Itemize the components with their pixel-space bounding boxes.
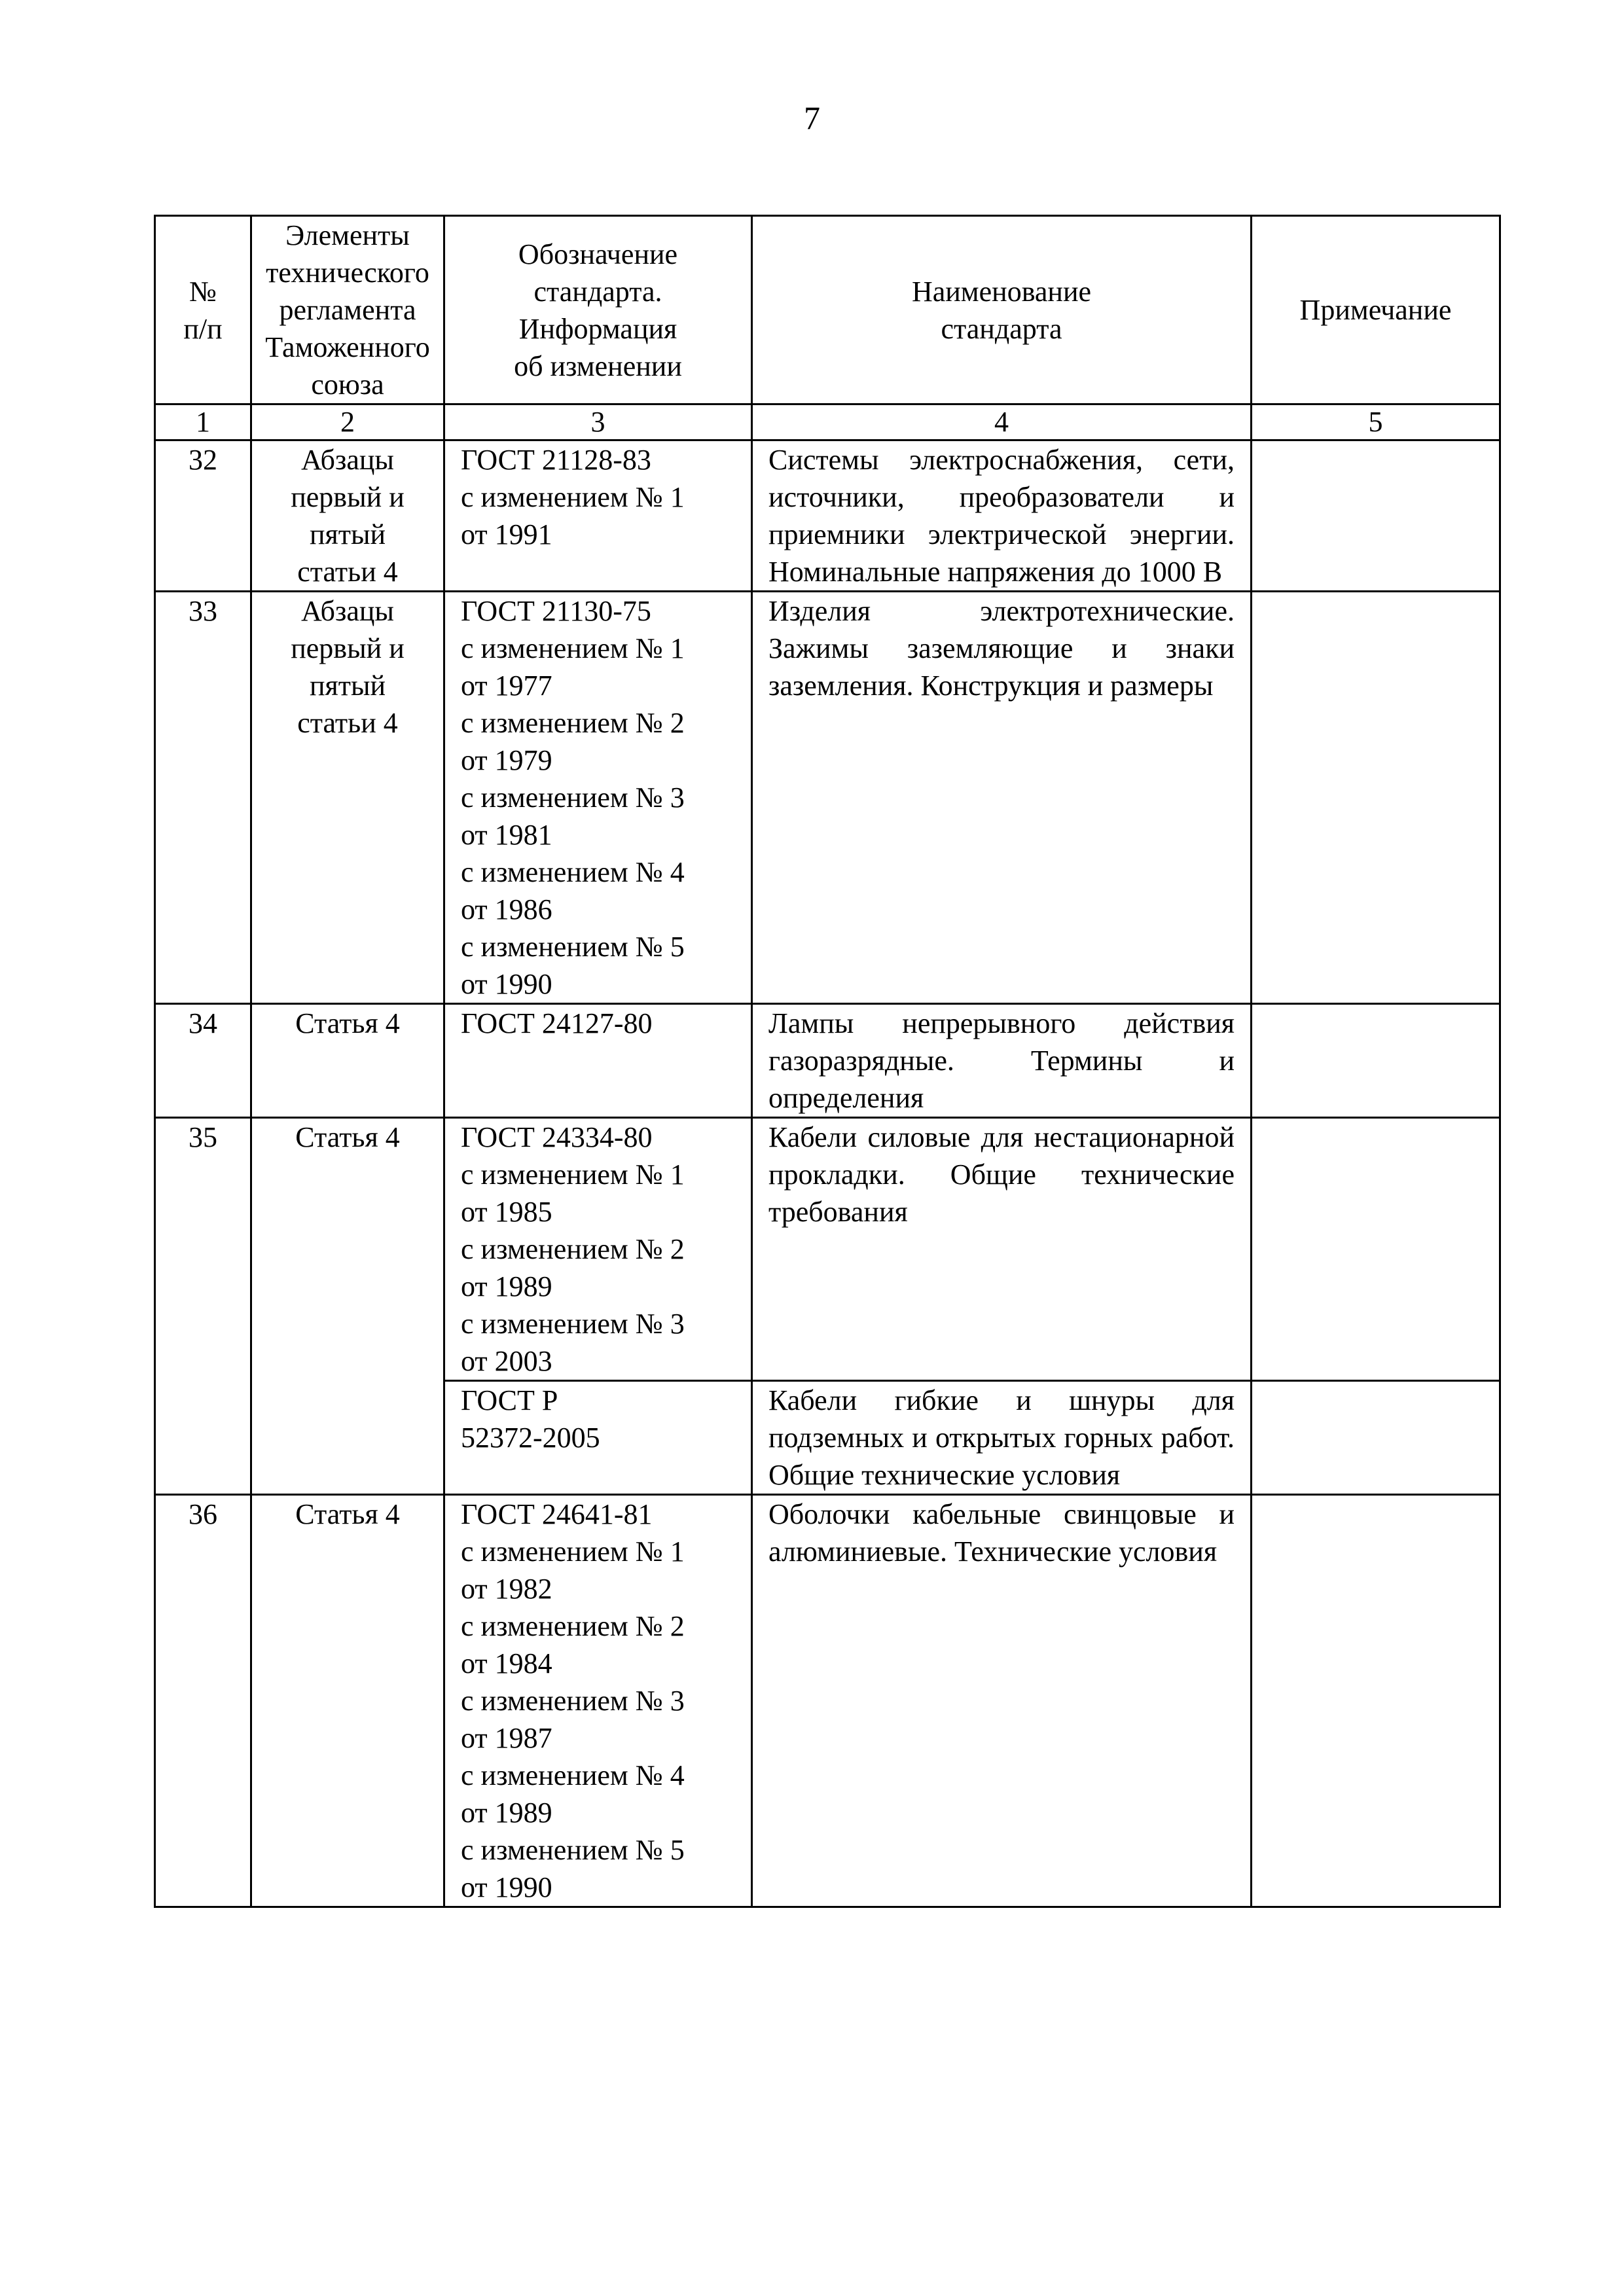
table-row — [155, 1495, 1500, 1907]
row-number: 32 — [155, 440, 251, 592]
table-header-row — [155, 216, 1500, 404]
standard-note — [1252, 1004, 1500, 1118]
column-number-row — [155, 404, 1500, 440]
regulation-element: Абзацы первый и пятый статьи 4 — [251, 440, 444, 592]
standard-name: Кабели силовые для нестационарной прокладки. Общие технические требования — [752, 1118, 1252, 1381]
standard-note — [1252, 440, 1500, 592]
standard-name: Оболочки кабельные свинцовые и алюминиевые. Технические условия — [752, 1495, 1252, 1907]
column-number: 1 — [155, 404, 251, 440]
regulation-element: Абзацы первый и пятый статьи 4 — [251, 592, 444, 1004]
standard-name: Кабели гибкие и шнуры для подземных и открытых горных работ. Общие технические условия — [752, 1381, 1252, 1495]
standards-table — [154, 215, 1501, 1908]
regulation-element: Статья 4 — [251, 1004, 444, 1118]
table-row — [155, 592, 1500, 1004]
page-number: 7 — [804, 99, 820, 136]
table-row — [155, 1118, 1500, 1381]
regulation-element: Статья 4 — [251, 1495, 444, 1907]
table-row — [155, 1004, 1500, 1118]
header-standard-designation: Обозначение стандарта. Информация об изменении — [444, 216, 752, 404]
row-number: 34 — [155, 1004, 251, 1118]
standard-designation: ГОСТ 21130-75 с изменением № 1 от 1977 с изменением № 2 от 1979 с изменением № 3 от 1981 с изменением № 4 от 1986 с изменением № 5 от 1990 — [444, 592, 752, 1004]
header-note: Примечание — [1252, 216, 1500, 404]
standard-designation: ГОСТ 24127-80 — [444, 1004, 752, 1118]
regulation-element: Статья 4 — [251, 1118, 444, 1495]
row-number: 33 — [155, 592, 251, 1004]
standard-name: Лампы непрерывного действия газоразрядные. Термины и определения — [752, 1004, 1252, 1118]
standard-designation: ГОСТ 24641-81 с изменением № 1 от 1982 с изменением № 2 от 1984 с изменением № 3 от 1987 с изменением № 4 от 1989 с изменением № 5 от 1990 — [444, 1495, 752, 1907]
row-number: 35 — [155, 1118, 251, 1495]
column-number: 2 — [251, 404, 444, 440]
row-number: 36 — [155, 1495, 251, 1907]
column-number: 5 — [1252, 404, 1500, 440]
standard-name: Изделия электротехнические. Зажимы заземляющие и знаки заземления. Конструкция и размеры — [752, 592, 1252, 1004]
standard-designation: ГОСТ 21128-83 с изменением № 1 от 1991 — [444, 440, 752, 592]
table-body — [155, 440, 1500, 1907]
table-row — [155, 440, 1500, 592]
standard-designation: ГОСТ 24334-80 с изменением № 1 от 1985 с изменением № 2 от 1989 с изменением № 3 от 2003 — [444, 1118, 752, 1381]
standard-note — [1252, 592, 1500, 1004]
standard-note — [1252, 1381, 1500, 1495]
standard-name: Системы электроснабжения, сети, источники, преобразователи и приемники электрической энергии. Номинальные напряжения до 1000 В — [752, 440, 1252, 592]
standard-note — [1252, 1495, 1500, 1907]
header-number: № п/п — [155, 216, 251, 404]
header-regulation-elements: Элементы технического регламента Таможенного союза — [251, 216, 444, 404]
header-standard-name: Наименование стандарта — [752, 216, 1252, 404]
standard-designation: ГОСТ Р 52372-2005 — [444, 1381, 752, 1495]
standard-note — [1252, 1118, 1500, 1381]
column-number: 4 — [752, 404, 1252, 440]
column-number: 3 — [444, 404, 752, 440]
